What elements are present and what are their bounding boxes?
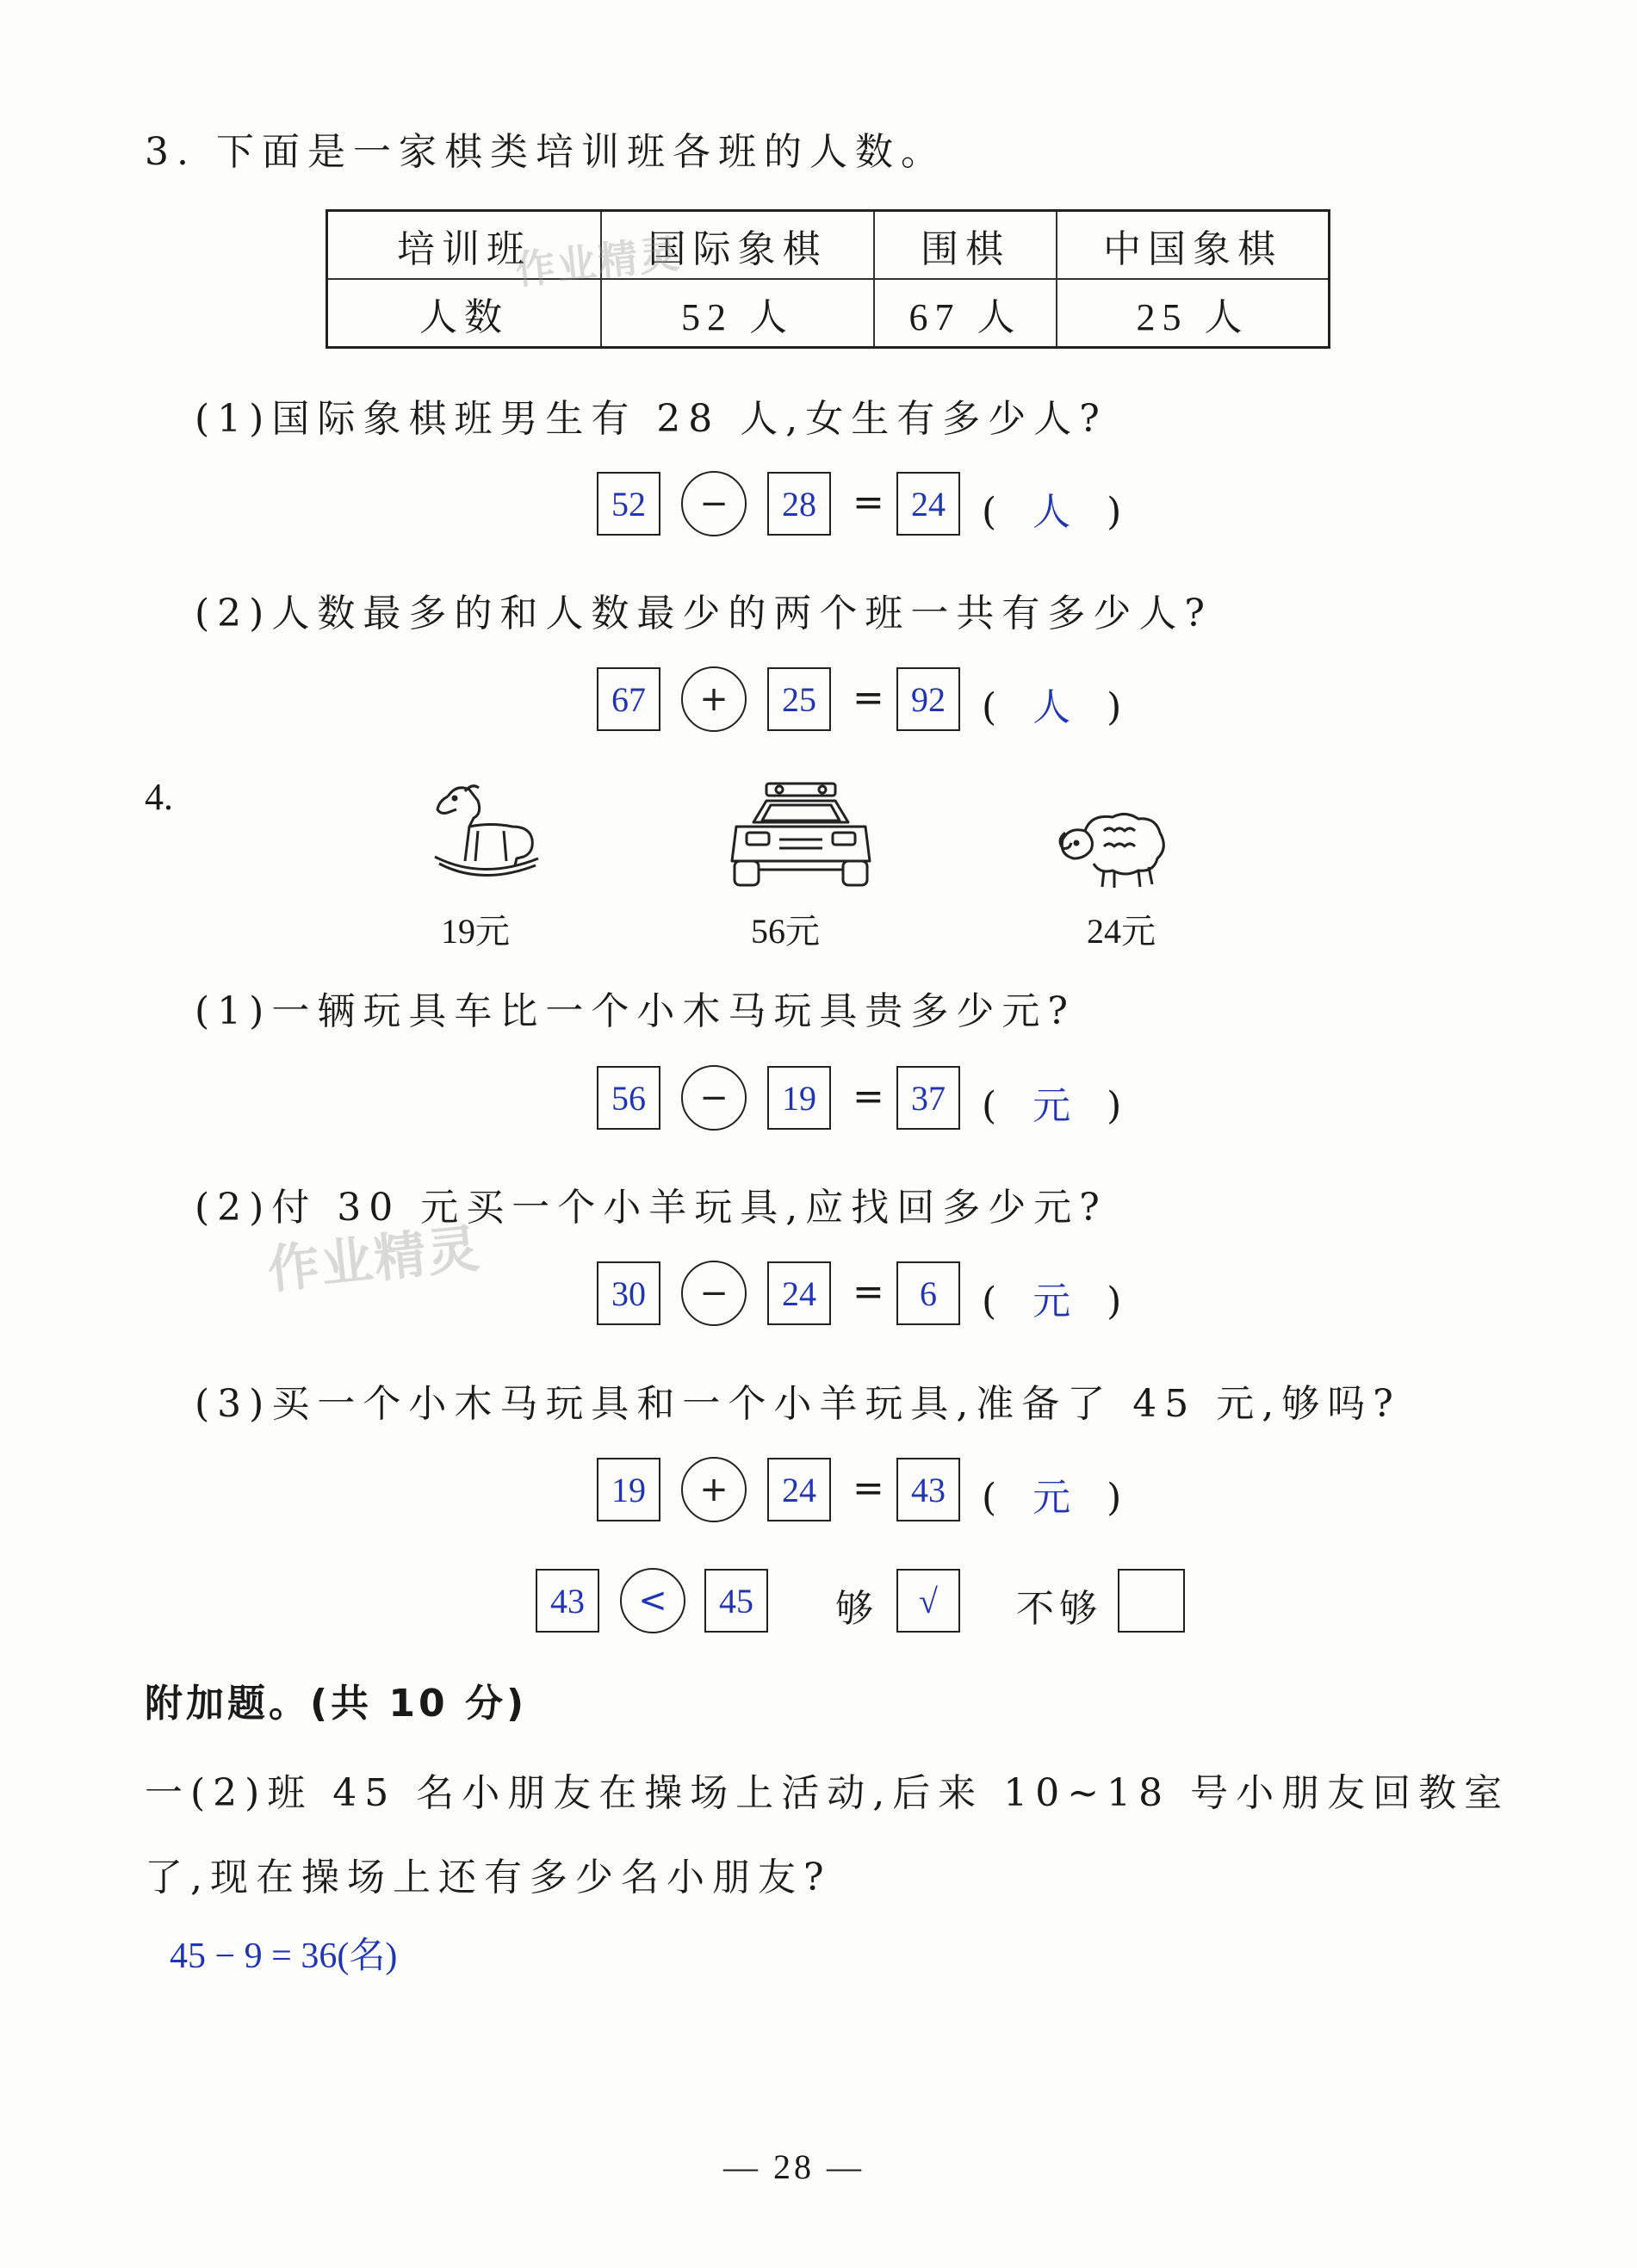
unit-paren: ( 人 ) (982, 685, 1122, 729)
table-header-cell: 围棋 (874, 211, 1057, 280)
toy-price: 24元 (1087, 912, 1156, 951)
table-row (327, 279, 1330, 348)
result-box: 24 (896, 472, 960, 536)
unit-paren: ( 人 ) (982, 490, 1122, 534)
q4-number: 4. (145, 776, 173, 818)
enough-label: 够 (835, 1587, 873, 1631)
operand-box: 24 (767, 1458, 831, 1521)
not-enough-checkbox (1118, 1569, 1185, 1633)
compare-right-box: 45 (704, 1569, 768, 1633)
equals-sign: = (853, 1466, 884, 1510)
table-header-cell: 中国象棋 (1057, 211, 1330, 280)
operator-circle: − (681, 471, 747, 536)
operand-box: 56 (597, 1066, 660, 1130)
result-box: 6 (896, 1261, 960, 1325)
unit-paren: ( 元 ) (982, 1084, 1122, 1128)
table-cell: 52 人 (601, 279, 874, 348)
watermark: 作业精灵 (264, 1218, 484, 1301)
q3-title: 3. 下面是一家棋类培训班各班的人数。 (145, 130, 946, 174)
compare-operator-circle: < (620, 1568, 685, 1633)
class-size-table (326, 209, 1330, 349)
equals-sign: = (853, 676, 884, 720)
unit-text: 人 (1032, 490, 1071, 534)
q4-sub1-question: (1)一辆玩具车比一个小木马玩具贵多少元? (195, 989, 1076, 1033)
not-enough-label: 不够 (1016, 1587, 1102, 1631)
operator-circle: + (681, 666, 747, 732)
operand-box: 19 (597, 1458, 660, 1521)
sheep-icon (1052, 805, 1169, 891)
operand-box: 25 (767, 667, 831, 731)
operand-box: 19 (767, 1066, 831, 1130)
table-header-cell: 培训班 (327, 211, 602, 280)
equals-sign: = (853, 480, 884, 524)
q4-sub2-question: (2)付 30 元买一个小羊玩具,应找回多少元? (195, 1186, 1107, 1230)
q3-sub2-question: (2)人数最多的和人数最少的两个班一共有多少人? (195, 592, 1212, 635)
unit-text: 元 (1032, 1280, 1071, 1323)
toy-car-icon (728, 779, 874, 895)
q3-sub1-question: (1)国际象棋班男生有 28 人,女生有多少人? (195, 397, 1107, 441)
equals-sign: = (853, 1075, 884, 1119)
toy-price: 56元 (751, 912, 820, 951)
rocking-horse-icon (431, 779, 543, 883)
unit-text: 人 (1032, 685, 1071, 729)
operand-box: 52 (597, 472, 660, 536)
result-box: 37 (896, 1066, 960, 1130)
bonus-line-2: 了,现在操场上还有多少名小朋友? (145, 1856, 832, 1899)
bonus-answer: 45 − 9 = 36(名) (170, 1936, 398, 1976)
page-number: — 28 — (723, 2147, 865, 2186)
table-cell: 67 人 (874, 279, 1057, 348)
bonus-line-1: 一(2)班 45 名小朋友在操场上活动,后来 10~18 号小朋友回教室 (145, 1771, 1510, 1815)
unit-text: 元 (1032, 1084, 1071, 1128)
table-header-cell: 国际象棋 (601, 211, 874, 280)
bonus-title: 附加题。(共 10 分) (145, 1682, 528, 1726)
table-cell: 25 人 (1057, 279, 1330, 348)
equals-sign: = (853, 1270, 884, 1314)
toy-price: 19元 (441, 912, 510, 951)
unit-paren: ( 元 ) (982, 1476, 1122, 1520)
unit-paren: ( 元 ) (982, 1280, 1122, 1323)
watermark: 作业精灵 (513, 230, 683, 294)
operand-box: 28 (767, 472, 831, 536)
operand-box: 30 (597, 1261, 660, 1325)
q4-sub3-question: (3)买一个小木马玩具和一个小羊玩具,准备了 45 元,够吗? (195, 1382, 1401, 1426)
table-cell: 人数 (327, 279, 602, 348)
unit-text: 元 (1032, 1476, 1071, 1520)
enough-checkbox: √ (896, 1569, 960, 1633)
result-box: 92 (896, 667, 960, 731)
table-header-row (327, 211, 1330, 280)
operand-box: 24 (767, 1261, 831, 1325)
operator-circle: − (681, 1261, 747, 1326)
compare-left-box: 43 (536, 1569, 599, 1633)
operator-circle: − (681, 1065, 747, 1131)
operator-circle: + (681, 1457, 747, 1522)
result-box: 43 (896, 1458, 960, 1521)
operand-box: 67 (597, 667, 660, 731)
